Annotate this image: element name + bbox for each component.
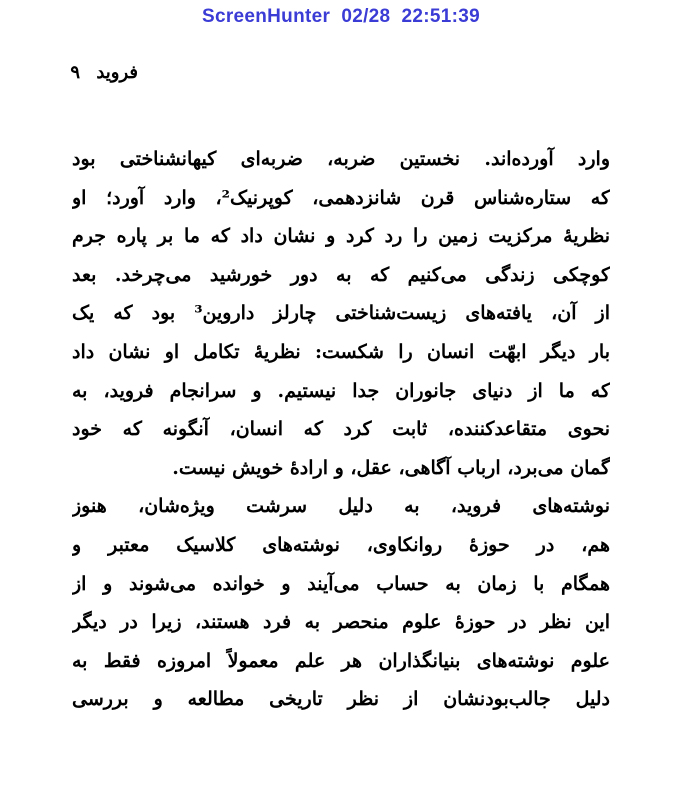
text-line: همگام با زمان به حساب می‌آیند و خوانده می‌شوند و از [72,572,610,595]
text-line: علوم نوشته‌های بنیانگذاران هر علم معمولاً امروزه فقط به [72,649,610,672]
text-line: که ما از دنیای جانوران جدا نیستیم. و سرانجام فروید، به [72,379,610,402]
running-head [70,62,138,83]
text-line: وارد آورده‌اند. نخستین ضربه، ضربه‌ای کیهانشناختی بود [72,148,610,170]
text-line: نحوی متقاعدکننده، ثابت کرد که انسان، آنگونه که خود [72,418,610,441]
running-head-title: فروید [96,62,138,83]
text-line: بار دیگر ابهّت انسان را شکست: نظریهٔ تکامل او نشان داد [72,340,610,363]
text-line: هم، در حوزهٔ روانکاوی، نوشته‌های کلاسیک معتبر و [72,533,610,556]
screenhunter-watermark: ScreenHunter 02/28 22:51:39 [201,6,480,27]
text-line: کوچکی زندگی می‌کنیم که به دور خورشید می‌چرخد. بعد [72,263,610,286]
text-line: نوشته‌های فروید، به دلیل سرشت ویژه‌شان، هنوز [72,495,610,518]
text-line: از آن، یافته‌های زیست‌شناختی چارلز داروین³ بود که یک [72,302,610,325]
text-line: نظریهٔ مرکزیت زمین را رد کرد و نشان داد که ما بر پاره جرم [72,225,610,248]
text-line: که ستاره‌شناس قرن شانزدهمی، کوپرنیک²، وارد آورد؛ او [72,186,610,209]
page-number: ۹ [70,62,81,83]
text-line: دلیل جالب‌بودنشان از نظر تاریخی مطالعه و بررسی [72,688,610,711]
text-line: گمان می‌برد، ارباب آگاهی، عقل، و ارادهٔ خویش نیست. [172,456,610,479]
text-line: این نظر در حوزهٔ علوم منحصر به فرد هستند، زیرا در دیگر [72,611,610,634]
page-body [72,140,610,719]
